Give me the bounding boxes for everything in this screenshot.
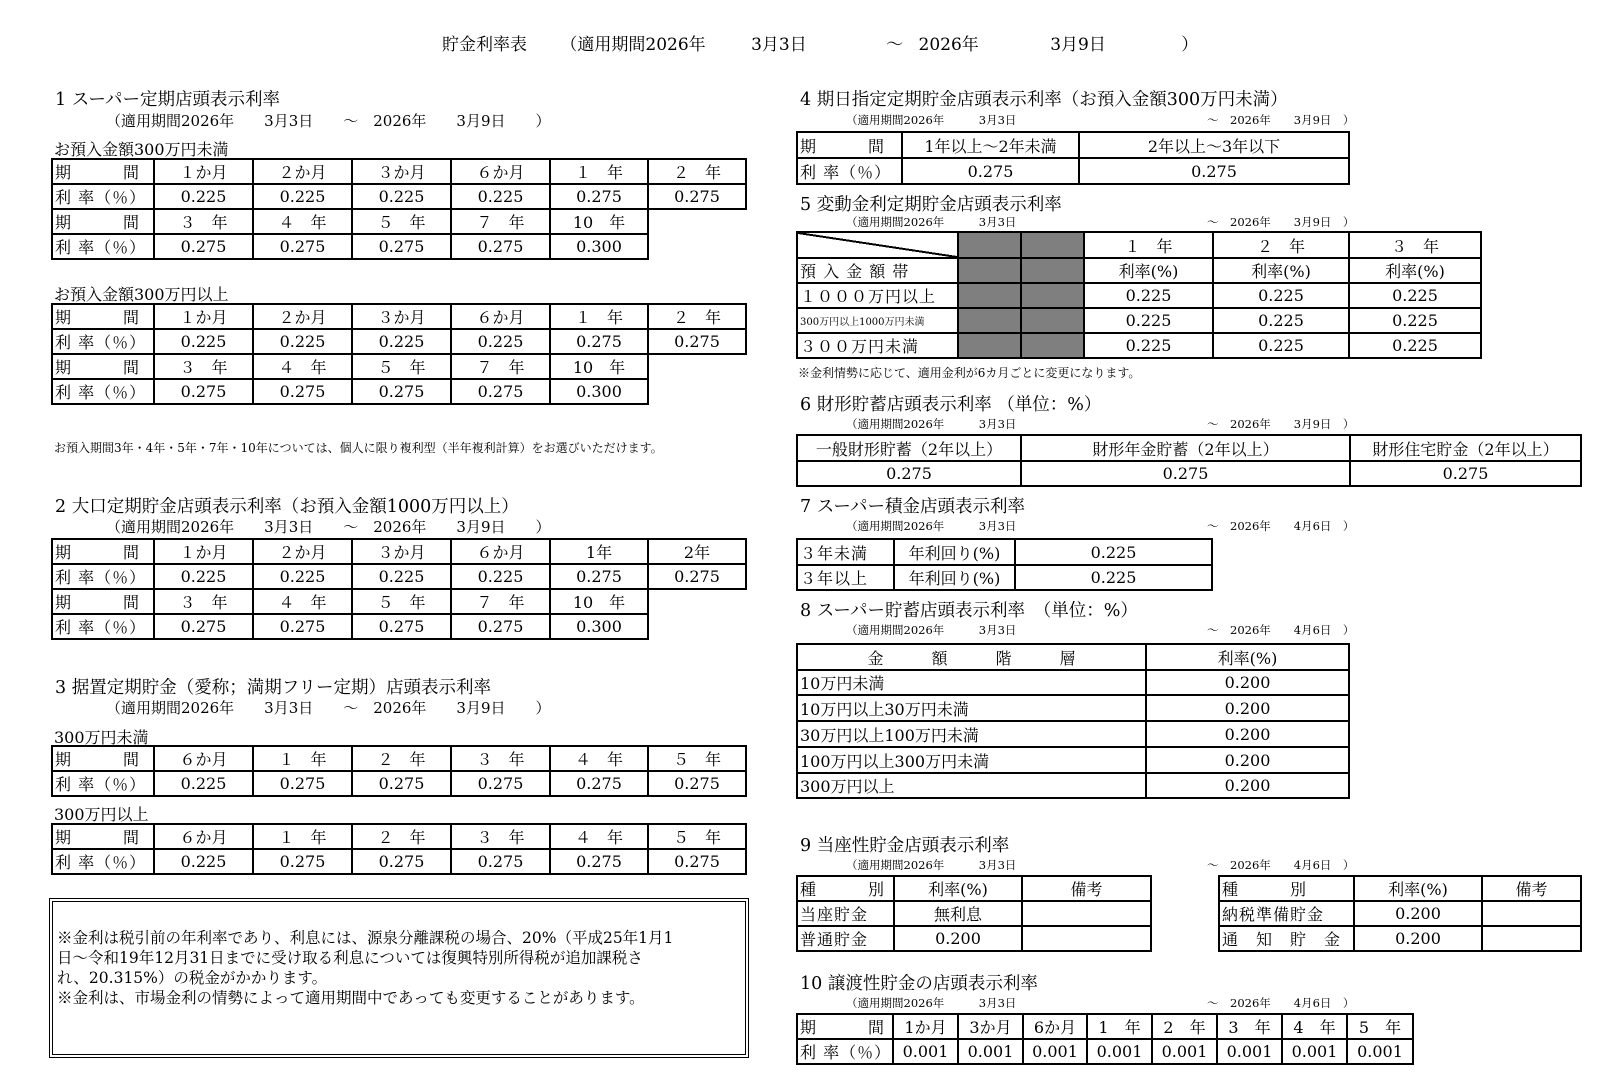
rate: 0.225	[1213, 333, 1349, 358]
s8-title: 8 スーパー貯蓄店頭表示利率 （単位：%）	[800, 601, 1138, 621]
title-close: ）	[1181, 35, 1199, 55]
rate: 0.300	[550, 234, 648, 259]
kikan-label: 期 間	[52, 354, 154, 379]
yield-label: 年利回り(%)	[894, 565, 1015, 590]
shaded-cell	[1021, 308, 1084, 333]
term: ３ 年	[451, 824, 550, 849]
term: ２ 年	[352, 824, 451, 849]
amount-tier: 30万円以上100万円未満	[797, 721, 1146, 747]
s3-subtitle-under: 300万円未満	[54, 728, 149, 747]
rate-label: 利 率（％）	[52, 614, 154, 639]
term: ３ 年	[154, 589, 253, 614]
rate: 0.001	[1152, 1039, 1217, 1064]
rate-header: 利率(%)	[1213, 258, 1349, 283]
term: 1か月	[893, 1014, 958, 1039]
rate: 0.001	[1023, 1039, 1087, 1064]
s6-title: 6 財形貯蓄店頭表示利率 （単位：%）	[800, 395, 1102, 415]
s6-table	[796, 434, 1582, 487]
rate: 0.001	[893, 1039, 958, 1064]
term: 3 年	[1217, 1014, 1282, 1039]
rate-label: 利 率（％）	[52, 184, 154, 209]
s3-title: 3 据置定期貯金（愛称；満期フリー定期）店頭表示利率	[55, 678, 491, 698]
term: １か月	[154, 539, 253, 564]
rate-label: 利 率（％）	[52, 329, 154, 354]
term: ６か月	[154, 824, 253, 849]
rate: 0.001	[958, 1039, 1023, 1064]
title-start: 3月3日	[751, 35, 807, 55]
memo-header: 備考	[1482, 876, 1581, 901]
term: ６か月	[451, 304, 550, 329]
s5-note: ※金利情勢に応じて、適用金利が6カ月ごとに変更になります。	[798, 366, 1141, 380]
rate: 0.275	[352, 614, 451, 639]
rate: 0.275	[253, 234, 352, 259]
title-end: 3月9日	[1050, 35, 1106, 55]
rate: 0.225	[1349, 283, 1481, 308]
term: ７ 年	[451, 354, 550, 379]
rate-label: 利 率（％）	[52, 379, 154, 404]
term: 10 年	[550, 209, 648, 234]
rate: 0.275	[451, 379, 550, 404]
rate: 0.275	[1350, 461, 1581, 486]
rate: 0.275	[648, 849, 746, 874]
rate: 0.300	[550, 379, 648, 404]
rate: 0.200	[1146, 721, 1349, 747]
term: １ 年	[253, 746, 352, 771]
rate: 0.275	[550, 564, 648, 589]
term: １ 年	[253, 824, 352, 849]
term: ５ 年	[648, 824, 746, 849]
tax-notes-box	[49, 898, 749, 1058]
term: １ 年	[550, 159, 648, 184]
rate: 0.275	[253, 849, 352, 874]
kikan-label: 期 間	[797, 1014, 893, 1039]
shaded-cell	[1021, 232, 1084, 258]
rate: 0.275	[451, 771, 550, 796]
term: ６か月	[451, 159, 550, 184]
rate: 0.275	[550, 849, 648, 874]
term: ２か月	[253, 159, 352, 184]
term: ５ 年	[352, 589, 451, 614]
rate: 0.225	[1015, 565, 1212, 590]
rate-label: 利 率（％）	[52, 564, 154, 589]
s5-table	[796, 231, 1482, 359]
rate: 0.275	[154, 614, 253, 639]
title-tilde: ～	[886, 35, 904, 55]
rate-header: 利率(%)	[1354, 876, 1482, 901]
type-header: 種 別	[1219, 876, 1354, 901]
rate: 0.225	[1084, 333, 1213, 358]
rate: 0.275	[253, 614, 352, 639]
rate: 0.225	[1213, 308, 1349, 333]
term: ６か月	[154, 746, 253, 771]
rate: 0.001	[1347, 1039, 1413, 1064]
rate: 0.275	[352, 771, 451, 796]
rate: 0.225	[154, 564, 253, 589]
yield-label: 年利回り(%)	[894, 539, 1015, 565]
rate: 0.275	[648, 184, 746, 209]
term: ７ 年	[451, 589, 550, 614]
term: 5 年	[1347, 1014, 1413, 1039]
s6-period-end: ～ 2026年 3月9日 ）	[1207, 417, 1355, 431]
amount-tier-header: 金 額 階 層	[797, 644, 1146, 670]
term: ４ 年	[550, 824, 648, 849]
kikan-label: 期 間	[52, 159, 154, 184]
s7-period-start: （適用期間2026年 3月3日	[846, 519, 1017, 533]
term: ３か月	[352, 539, 451, 564]
rate: 0.275	[352, 379, 451, 404]
s8-table	[796, 643, 1350, 799]
term: 2 年	[1152, 1014, 1217, 1039]
term: ４ 年	[253, 354, 352, 379]
amount-tier: 100万円以上300万円未満	[797, 747, 1146, 773]
shaded-cell	[958, 283, 1021, 308]
s1-subtitle-over: お預入金額300万円以上	[54, 285, 229, 304]
rate-label: 利 率（％）	[52, 234, 154, 259]
rate: 0.275	[797, 461, 1021, 486]
rate-label: 利 率（％）	[52, 771, 154, 796]
amount-tier: 300万円以上	[797, 773, 1146, 798]
rate: 0.200	[1146, 695, 1349, 721]
s3-table-under	[51, 745, 747, 797]
memo-header: 備考	[1022, 876, 1151, 901]
s10-title: 10 譲渡性貯金の店頭表示利率	[800, 974, 1038, 994]
rate: 0.275	[1079, 158, 1349, 184]
s1-table-over-row2	[51, 353, 649, 405]
term: 1年以上～2年未満	[902, 132, 1079, 158]
rate: 0.225	[1349, 308, 1481, 333]
term: 4 年	[1282, 1014, 1347, 1039]
rate: 無利息	[894, 901, 1022, 926]
memo	[1022, 901, 1151, 926]
period-label: ３年未満	[797, 539, 894, 565]
term: ２ 年	[648, 159, 746, 184]
rate: 0.225	[1213, 283, 1349, 308]
s9-table-left	[796, 875, 1152, 952]
s4-period-start: （適用期間2026年 3月3日	[846, 113, 1017, 127]
rate: 0.225	[451, 329, 550, 354]
term: ３ 年	[154, 354, 253, 379]
kikan-label: 期 間	[52, 539, 154, 564]
rate: 0.275	[902, 158, 1079, 184]
s10-period-start: （適用期間2026年 3月3日	[846, 996, 1017, 1010]
s4-table	[796, 131, 1350, 185]
period-label: ３年以上	[797, 565, 894, 590]
rate: 0.275	[550, 771, 648, 796]
term: ４ 年	[253, 589, 352, 614]
s2-table-row2	[51, 588, 649, 640]
s3-period: （適用期間2026年 3月3日 ～ 2026年 3月9日 ）	[106, 699, 551, 717]
s7-title: 7 スーパー積金店頭表示利率	[800, 497, 1025, 517]
term: ４ 年	[550, 746, 648, 771]
shaded-cell	[958, 232, 1021, 258]
s9-table-right	[1218, 875, 1582, 952]
s9-period-start: （適用期間2026年 3月3日	[846, 858, 1017, 872]
term: ６か月	[451, 539, 550, 564]
shaded-cell	[958, 333, 1021, 358]
memo	[1022, 926, 1151, 951]
s6-period-start: （適用期間2026年 3月3日	[846, 417, 1017, 431]
kikan-label: 期 間	[52, 304, 154, 329]
s10-table	[796, 1013, 1414, 1065]
term: ５ 年	[352, 354, 451, 379]
note-line: 日～令和19年12月31日までに受け取る利息については復興特別所得税が追加課税さ	[57, 949, 643, 967]
deposit-type: 当座貯金	[797, 901, 894, 926]
term: ３か月	[352, 159, 451, 184]
rate: 0.275	[451, 614, 550, 639]
rate: 0.225	[451, 564, 550, 589]
rate: 0.225	[1084, 308, 1213, 333]
s1-table-over-row1	[51, 303, 747, 355]
rate-header: 利率(%)	[894, 876, 1022, 901]
rate: 0.225	[253, 329, 352, 354]
rate: 0.275	[648, 329, 746, 354]
rate: 0.225	[352, 329, 451, 354]
memo	[1482, 926, 1581, 951]
s9-title: 9 当座性貯金店頭表示利率	[800, 836, 1010, 856]
title-period-prefix: （適用期間2026年	[560, 35, 706, 55]
rate: 0.225	[154, 184, 253, 209]
s5-period-end: ～ 2026年 3月9日 ）	[1207, 215, 1355, 229]
kikan-label: 期 間	[797, 132, 902, 158]
rate: 0.200	[1146, 670, 1349, 695]
rate-header: 利率(%)	[1349, 258, 1481, 283]
rate: 0.275	[253, 379, 352, 404]
s2-title: 2 大口定期貯金店頭表示利率（お預入金額1000万円以上）	[55, 497, 519, 517]
term: １か月	[154, 304, 253, 329]
term: 2年	[648, 539, 746, 564]
s3-table-over	[51, 823, 747, 875]
rate: 0.200	[1354, 926, 1482, 951]
term: ２ 年	[352, 746, 451, 771]
term: ５ 年	[352, 209, 451, 234]
term: ７ 年	[451, 209, 550, 234]
note-line: ※金利は税引前の年利率であり、利息には、源泉分離課税の場合、20%（平成25年1月1	[57, 929, 674, 947]
rate: 0.275	[648, 564, 746, 589]
term: ４ 年	[253, 209, 352, 234]
rate-header: 利率(%)	[1146, 644, 1349, 670]
band-row-label: 300万円以上1000万円未満	[797, 308, 958, 333]
rate: 0.275	[1021, 461, 1350, 486]
s2-table-row1	[51, 538, 747, 590]
note-line: れ、20.315%）の税金がかかります。	[57, 969, 328, 987]
term: 10 年	[550, 354, 648, 379]
band-label: 預 入 金 額 帯	[797, 258, 958, 283]
memo	[1482, 901, 1581, 926]
rate: 0.225	[352, 564, 451, 589]
kikan-label: 期 間	[52, 824, 154, 849]
rate: 0.275	[253, 771, 352, 796]
term: １ 年	[1084, 232, 1213, 258]
rate: 0.200	[894, 926, 1022, 951]
type-header: 種 別	[797, 876, 894, 901]
rate: 0.200	[1146, 773, 1349, 798]
kikan-label: 期 間	[52, 209, 154, 234]
term: １ 年	[550, 304, 648, 329]
s1-compound-note: お預入期間3年・4年・5年・7年・10年については、個人に限り複利型（半年複利計算）をお選びいただけます。	[54, 441, 663, 455]
term: ３ 年	[1349, 232, 1481, 258]
rate: 0.275	[550, 184, 648, 209]
s1-subtitle-under: お預入金額300万円未満	[54, 140, 229, 159]
s2-period: （適用期間2026年 3月3日 ～ 2026年 3月9日 ）	[106, 518, 551, 536]
s8-period-start: （適用期間2026年 3月3日	[846, 623, 1017, 637]
rate: 0.001	[1282, 1039, 1347, 1064]
term: ３ 年	[154, 209, 253, 234]
rate: 0.001	[1217, 1039, 1282, 1064]
title-main: 貯金利率表	[442, 35, 527, 55]
rate: 0.225	[154, 849, 253, 874]
deposit-type: 普通貯金	[797, 926, 894, 951]
saving-type: 財形住宅貯金（2年以上）	[1350, 435, 1581, 461]
s7-table	[796, 538, 1213, 591]
term: ３ 年	[451, 746, 550, 771]
shaded-cell	[1021, 258, 1084, 283]
rate: 0.275	[154, 234, 253, 259]
rate: 0.225	[1349, 333, 1481, 358]
rate: 0.225	[451, 184, 550, 209]
term: 1 年	[1087, 1014, 1152, 1039]
corner-cell	[797, 232, 958, 258]
amount-tier: 10万円以上30万円未満	[797, 695, 1146, 721]
s4-period-end: ～ 2026年 3月9日 ）	[1207, 113, 1355, 127]
term: 1年	[550, 539, 648, 564]
term: 3か月	[958, 1014, 1023, 1039]
shaded-cell	[1021, 283, 1084, 308]
rate: 0.275	[352, 234, 451, 259]
term: ２ 年	[1213, 232, 1349, 258]
rate: 0.275	[154, 379, 253, 404]
s5-title: 5 変動金利定期貯金店頭表示利率	[800, 195, 1062, 215]
kikan-label: 期 間	[52, 746, 154, 771]
term: 10 年	[550, 589, 648, 614]
saving-type: 財形年金貯蓄（2年以上）	[1021, 435, 1350, 461]
rate: 0.225	[1084, 283, 1213, 308]
rate: 0.275	[451, 849, 550, 874]
s8-period-end: ～ 2026年 4月6日 ）	[1207, 623, 1355, 637]
term: ３か月	[352, 304, 451, 329]
note-line: ※金利は、市場金利の情勢によって適用期間中であっても変更することがあります。	[57, 989, 645, 1007]
rate: 0.300	[550, 614, 648, 639]
rate-header: 利率(%)	[1084, 258, 1213, 283]
s4-title: 4 期日指定定期貯金店頭表示利率（お預入金額300万円未満）	[800, 90, 1288, 110]
shaded-cell	[958, 308, 1021, 333]
amount-tier: 10万円未満	[797, 670, 1146, 695]
deposit-type: 通 知 貯 金	[1219, 926, 1354, 951]
s7-period-end: ～ 2026年 4月6日 ）	[1207, 519, 1355, 533]
rate-label: 利 率（％）	[797, 1039, 893, 1064]
term: ２ 年	[648, 304, 746, 329]
s9-period-end: ～ 2026年 4月6日 ）	[1207, 858, 1355, 872]
rate: 0.275	[352, 849, 451, 874]
rate: 0.275	[451, 234, 550, 259]
s1-table-under-row1	[51, 158, 747, 210]
rate: 0.200	[1146, 747, 1349, 773]
rate-label: 利 率（％）	[797, 158, 902, 184]
term: 2年以上～3年以下	[1079, 132, 1349, 158]
s3-subtitle-over: 300万円以上	[54, 805, 149, 824]
term: ２か月	[253, 304, 352, 329]
shaded-cell	[958, 258, 1021, 283]
deposit-type: 納税準備貯金	[1219, 901, 1354, 926]
band-row-label: １０００万円以上	[797, 283, 958, 308]
rate: 0.225	[253, 564, 352, 589]
term: １か月	[154, 159, 253, 184]
s1-table-under-row2	[51, 208, 649, 260]
term: 6か月	[1023, 1014, 1087, 1039]
term: ５ 年	[648, 746, 746, 771]
kikan-label: 期 間	[52, 589, 154, 614]
shaded-cell	[1021, 333, 1084, 358]
rate: 0.225	[1015, 539, 1212, 565]
rate: 0.275	[648, 771, 746, 796]
term: ２か月	[253, 539, 352, 564]
rate: 0.275	[550, 329, 648, 354]
rate: 0.225	[253, 184, 352, 209]
rate: 0.200	[1354, 901, 1482, 926]
rate: 0.225	[154, 329, 253, 354]
s1-title: 1 スーパー定期店頭表示利率	[55, 90, 280, 110]
rate: 0.225	[154, 771, 253, 796]
s5-period-start: （適用期間2026年 3月3日	[846, 215, 1017, 229]
title-end-year: 2026年	[918, 35, 979, 55]
rate: 0.225	[352, 184, 451, 209]
saving-type: 一般財形貯蓄（2年以上）	[797, 435, 1021, 461]
rate-label: 利 率（％）	[52, 849, 154, 874]
band-row-label: ３００万円未満	[797, 333, 958, 358]
rate: 0.001	[1087, 1039, 1152, 1064]
s1-period: （適用期間2026年 3月3日 ～ 2026年 3月9日 ）	[106, 112, 551, 130]
page-title	[442, 30, 1198, 55]
s10-period-end: ～ 2026年 4月6日 ）	[1207, 996, 1355, 1010]
